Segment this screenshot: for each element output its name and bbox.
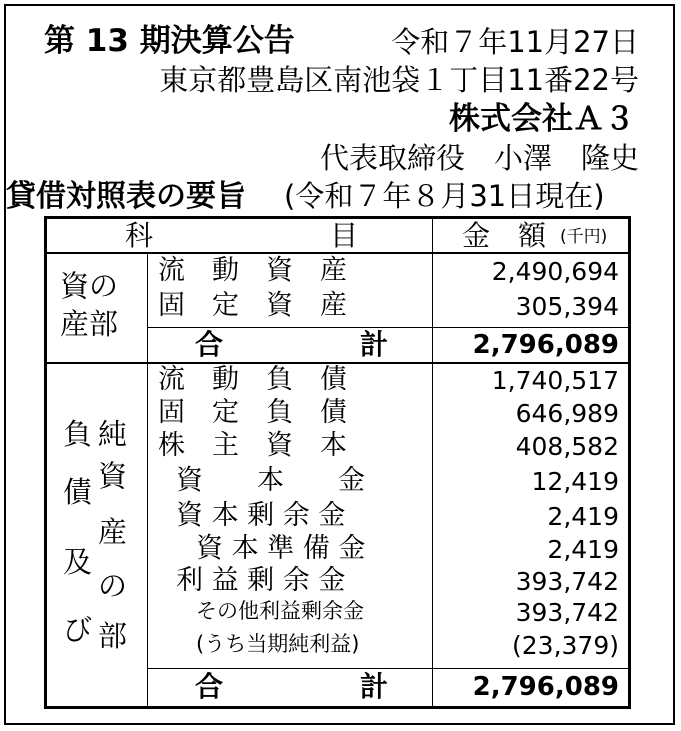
liab-label-col1: 債 [63,475,93,509]
liab-label-col1: び [63,613,93,647]
amount-column-divider [432,216,433,709]
liab-row-label: 資 本 金 [176,465,365,496]
summary-period: (令和７年８月31日現在) [284,179,605,213]
liab-label-col2: 部 [98,619,128,653]
summary-title: 貸借対照表の要旨 [6,179,246,214]
liab-row-value: 2,419 [547,502,619,531]
table-right-border [628,216,631,709]
assets-row-value: 2,490,694 [491,257,619,286]
table-bottom-border [44,706,631,709]
assets-row-label: 固 定 資 産 [158,290,347,321]
liab-label-col1: 及 [63,545,93,579]
liab-label-col2: 純 [98,417,128,451]
assets-total-value: 2,796,089 [472,330,619,360]
liab-row-label: 利 益 剰 余 金 [176,565,346,596]
liab-row-label: 資 本 剰 余 金 [176,500,346,531]
liab-row-label: 流 動 負 債 [158,364,347,395]
liab-total-label-1: 合 [195,670,224,703]
header-unit: (千円) [560,227,608,247]
liab-row-value: 1,740,517 [491,366,619,395]
company-name: 株式会社Ａ３ [449,101,635,137]
notice-title: 第 13 期決算公告 [44,23,295,59]
header-kingaku: 金 額 [462,219,547,252]
assets-total-label-1: 合 [195,328,224,361]
section-column-divider [147,252,148,709]
liab-label-col2: の [98,569,128,603]
liab-row-value: 408,582 [515,432,619,461]
assets-section-label-2: 産部 [60,307,119,341]
assets-section-label-1: 資の [60,269,119,303]
table-left-border [44,216,47,709]
liab-label-col2: 資 [98,459,128,493]
liab-row-label: 資 本 準 備 金 [196,533,366,564]
header-kamoku-2: 目 [330,219,359,252]
header-row-divider [44,252,631,254]
liab-total-label-2: 計 [360,670,389,703]
liab-label-col1: 負 [63,417,93,451]
liab-label-col2: 産 [98,515,128,549]
liab-row-value: 646,989 [515,399,619,428]
liab-row-value: 393,742 [515,598,619,627]
representative: 代表取締役 小澤 隆史 [319,141,639,175]
assets-row-value: 305,394 [515,292,619,321]
liab-row-value: (23,379) [512,631,619,660]
liab-row-label: 固 定 負 債 [158,397,347,428]
liab-row-label: (うち当期純利益) [196,632,360,656]
liab-row-value: 2,419 [547,535,619,564]
liab-row-value: 12,419 [531,467,619,496]
liab-row-value: 393,742 [515,567,619,596]
assets-row-label: 流 動 資 産 [158,255,347,286]
liab-row-label: 株 主 資 本 [158,430,347,461]
assets-total-label-2: 計 [360,328,389,361]
header-kamoku-1: 科 [125,219,154,252]
liabilities-total-divider [147,668,631,669]
liab-total-value: 2,796,089 [472,672,619,702]
liab-row-label: その他利益剰余金 [196,599,364,623]
notice-date: 令和７年11月27日 [391,25,639,59]
company-address: 東京都豊島区南池袋１丁目11番22号 [159,63,639,97]
